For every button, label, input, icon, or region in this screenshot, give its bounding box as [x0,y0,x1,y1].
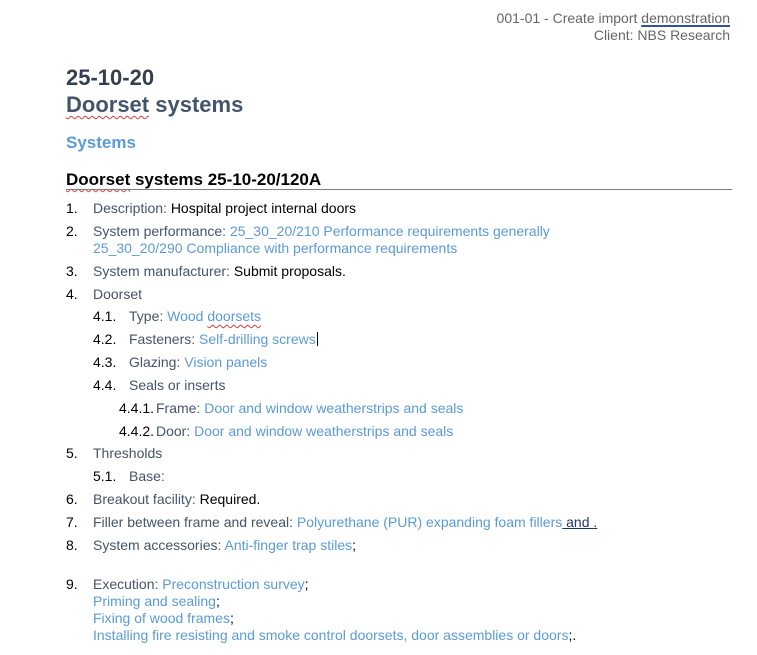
manufacturer-value[interactable]: Submit proposals. [233,263,346,279]
fasteners-link[interactable]: Self-drilling screws [199,331,316,347]
client-name: Client: NBS Research [593,27,730,43]
glazing-link[interactable]: Vision panels [184,354,268,370]
list-item-continuation: Priming and sealing; [93,593,220,609]
list-item-continuation: Fixing of wood frames; [93,610,234,626]
execution-link-frames[interactable]: Fixing of wood frames [93,610,230,626]
document-header [497,10,730,44]
type-link[interactable]: Wood doorsets [167,308,262,324]
breakout-value[interactable]: Required. [199,491,261,507]
performance-link-290[interactable]: 25_30_20/290 Compliance with performance requirements [93,240,458,256]
spelling-flag: demonstration [641,10,730,26]
section-code: 25-10-20 [66,65,155,90]
project-title: 001-01 - Create import demonstration [496,10,730,26]
performance-link-210[interactable]: 25_30_20/210 Performance requirements generally [229,223,550,239]
text-cursor [317,332,318,346]
section-title: Doorset systems [66,92,244,117]
clause-divider [66,189,732,190]
list-item-continuation [93,240,457,257]
clause-heading: Doorset systems 25-10-20/120A [66,170,322,189]
frame-seals-link[interactable]: Door and window weatherstrips and seals [204,400,464,416]
filler-link[interactable]: Polyurethane (PUR) expanding foam fillers [296,514,563,530]
execution-link-survey[interactable]: Preconstruction survey [162,576,305,592]
execution-link-fire-doorsets[interactable]: Installing fire resisting and smoke control doorsets, door assemblies or doors [93,627,569,643]
accessories-link[interactable]: Anti-finger trap stiles [224,537,353,553]
door-seals-link[interactable]: Door and window weatherstrips and seals [194,423,454,439]
section-heading: Systems [66,133,136,152]
and-placeholder[interactable]: and . [562,514,598,530]
list-item-continuation: Installing fire resisting and smoke control doorsets, door assemblies or doors;. [93,627,577,643]
execution-link-priming[interactable]: Priming and sealing [93,593,216,609]
description-value[interactable]: Hospital project internal doors [170,200,357,216]
